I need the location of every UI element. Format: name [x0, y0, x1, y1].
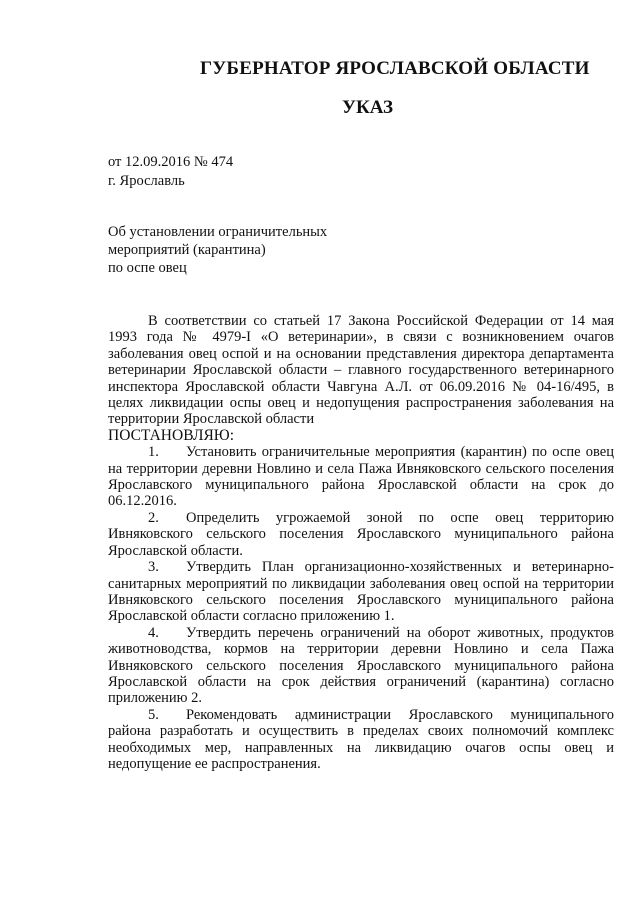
item-number: 2. [148, 509, 159, 526]
item-text: Установить ограничительные мероприятия (карантин) по оспе овец на территории деревни Новлино и села Пажа Ивняковского сельского поселения Ярославского муниципального района Ярославской области на срок до 06.12.2016. [108, 444, 614, 510]
item-text: Рекомендовать администрации Ярославского муниципального района разработать и осуществить в пределах своих полномочий комплекс необходимых мер, направленных на ликвидацию очагов оспы овец и недопущение ее распространения. [108, 706, 614, 772]
document-type-heading: УКАЗ [342, 97, 393, 118]
item-text: Утвердить перечень ограничений на оборот животных, продуктов животноводства, кормов на территории деревни Новлино и села Пажа Ивняковского сельского поселения Ярославского муниципального района Ярославской области на срок действия ограничений (карантина) согласно приложению 2. [108, 624, 614, 707]
preamble-paragraph: В соответствии со статьей 17 Закона Российской Федерации от 14 мая 1993 года № 4979-I «О ветеринарии», в связи с возникновением очагов заболевания овец оспой и на основании представления директора департамента ветеринарии Ярославской области – главного государственного ветеринарного инспектора Ярославской области Чавгуна А.Л. от 06.09.2016 № 04-16/495, в целях ликвидации оспы овец и недопущения распространения заболевания на территории Ярославской области [108, 313, 614, 428]
subject-line-3: по оспе овец [108, 260, 187, 276]
date-number-line: от 12.09.2016 № 474 [108, 154, 234, 170]
subject-line-2: мероприятий (карантина) [108, 242, 266, 258]
order-word: ПОСТАНОВЛЯЮ: [108, 426, 235, 444]
item-text: Определить угрожаемой зоной по оспе овец территорию Ивняковского сельского поселения Ярославского муниципального района Ярославской области. [108, 509, 614, 559]
item-number: 3. [148, 559, 159, 576]
item-number: 4. [148, 624, 159, 641]
item-number: 1. [148, 444, 159, 461]
order-item [108, 625, 614, 707]
subject-line-1: Об установлении ограничительных [108, 224, 328, 240]
city-line: г. Ярославль [108, 173, 185, 189]
issuer-heading: ГУБЕРНАТОР ЯРОСЛАВСКОЙ ОБЛАСТИ [200, 58, 590, 79]
order-item [108, 707, 614, 773]
document-body [108, 313, 614, 772]
order-item [108, 559, 614, 625]
order-item [108, 510, 614, 559]
item-text: Утвердить План организационно-хозяйственных и ветеринарно-санитарных мероприятий по ликвидации заболевания овец оспой на территории Ивняковского сельского поселения Ярославского муниципального района Ярославской области согласно приложению 1. [108, 559, 614, 625]
item-number: 5. [148, 706, 159, 723]
order-item [108, 444, 614, 510]
